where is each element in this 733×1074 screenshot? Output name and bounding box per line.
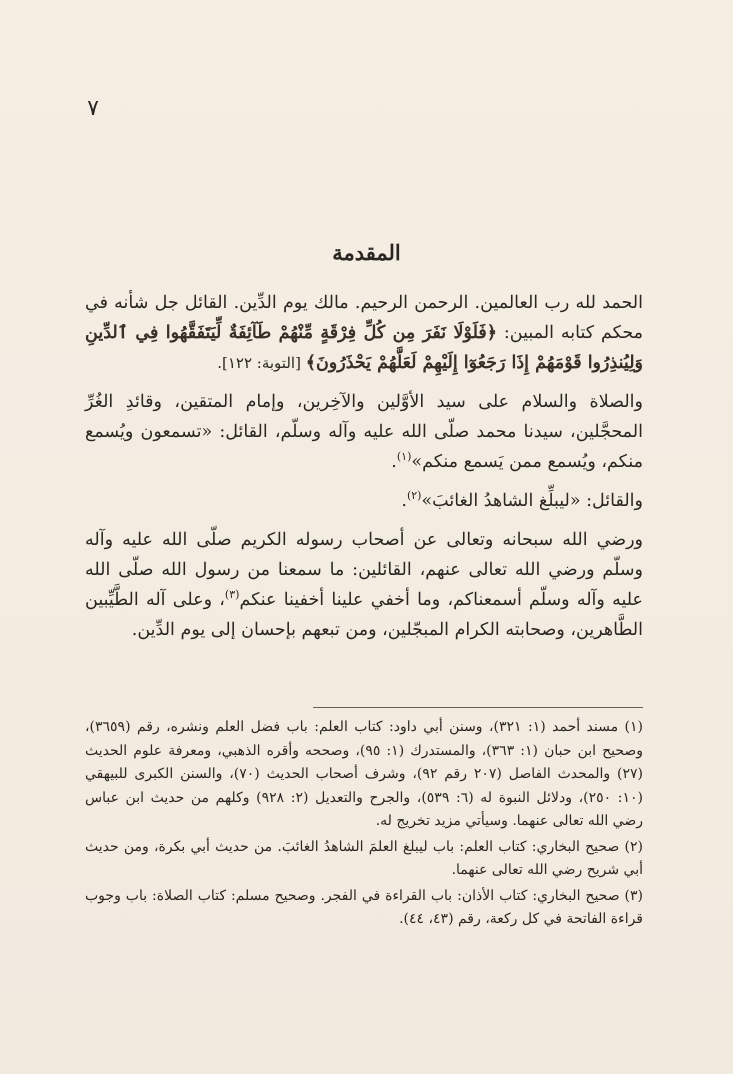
footnote-marker-1: (١) [396,450,412,464]
paragraph-2-end: . [391,452,397,472]
footnote-1: (١) مسند أحمد (١: ٣٢١)، وسنن أبي داود: كتاب العلم: باب فضل العلم ونشره، رقم (٣٦٥٩)، وصحيح ابن حبان (١: ٣٦٣)، والمستدرك (١: ٩٥)، وصححه وأقره الذهبي، ومعرفة علوم الحديث (٢٧) والمحدث الفاصل (٢٠٧ رقم ٩٢)، وشرف أصحاب الحديث (٧٠)، والسنن الكبرى للبيهقي (١٠: ٢٥٠)، ودلائل النبوة له (٦: ٥٣٩)، والجرح والتعديل (٢: ٩٢٨) وكلهم من حديث ابن عباس رضي الله تعالى عنهما. وسيأتي مزيد تخريج له. [85,719,644,829]
verse-reference: [التوبة: ١٢٢]. [217,354,306,372]
main-text [85,288,643,654]
paragraph-4-text: ورضي الله سبحانه وتعالى عن أصحاب رسوله الكريم صلّى الله عليه وآله وسلّم ورضي الله تعالى عنهم، القائلين: ما سمعنا من رسول الله صلّى الله عليه وآله وسلّم أسمعناكم، وما أخفي علينا أخفينا عنكم [85,530,643,610]
paragraph-4-end: ، وعلى آله الطَّيِّبين الطَّاهرين، وصحابته الكرام المبجّلين، ومن تبعهم بإحسان إلى يوم الدِّين. [85,590,643,640]
paragraph-3-end: . [401,491,407,511]
page-title: المقدمة [332,240,401,265]
footnote-2: (٢) صحيح البخاري: كتاب العلم: باب ليبلغ العلمَ الشاهدُ الغائبَ. من حديث أبي بكرة، ومن حديث أبي شريح رضي الله تعالى عنهما. [85,838,643,878]
footnote-marker-2: (٢) [406,489,422,503]
paragraph-1-text: الحمد لله رب العالمين. الرحمن الرحيم. مالك يوم الدِّين. القائل جل شأنه في محكم كتابه المبين: [85,293,643,343]
paragraph-3 [85,486,643,516]
footnote-3: (٣) صحيح البخاري: كتاب الأذان: باب القراءة في الفجر. وصحيح مسلم: كتاب الصلاة: باب وجوب قراءة الفاتحة في كل ركعة، رقم (٤٣، ٤٤). [85,887,643,927]
quran-verse: ﴿فَلَوْلَا نَفَرَ مِن كُلِّ فِرْقَةٍ مِّنْهُمْ طَآئِفَةٌ لِّيَتَفَقَّهُوا فِي ٱلدِّينِ وَلِيُنذِرُوا قَوْمَهُمْ إِذَا رَجَعُوٓا إِلَيْهِمْ لَعَلَّهُمْ يَحْذَرُونَ﴾ [85,323,643,373]
footnote-marker-3: (٣) [224,588,240,602]
paragraph-2-text: والصلاة والسلام على سيد الأوَّلين والآخِرين، وإمام المتقين، وقائدِ الغُرِّ المحجَّلين، سيدنا محمد صلّى الله عليه وآله وسلّم، القائل: «تسمعون ويُسمع منكم، ويُسمع ممن يَسمع منكم» [85,392,643,472]
footnote-divider [313,707,643,708]
paragraph-4 [85,525,643,645]
footnotes [85,716,643,934]
paragraph-1 [85,288,643,378]
paragraph-2 [85,387,643,477]
paragraph-3-text: والقائل: «ليبلِّغ الشاهدُ الغائبَ» [421,491,643,511]
page-number: ٧ [87,96,99,121]
